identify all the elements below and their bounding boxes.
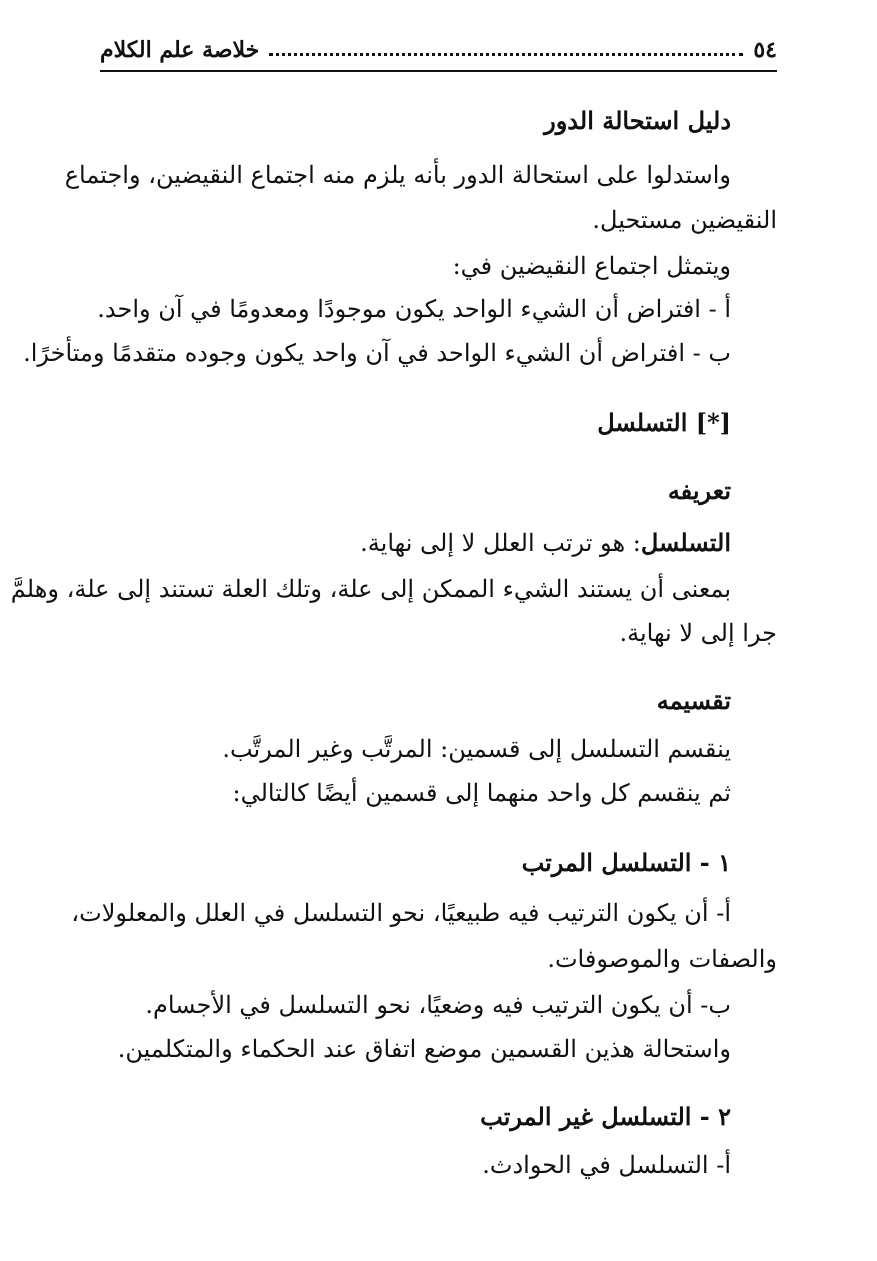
paragraph-line: ينقسم التسلسل إلى قسمين: المرتَّب وغير المرتَّب. xyxy=(222,735,731,763)
list-item: أ- التسلسل في الحوادث. xyxy=(482,1151,731,1179)
paragraph-line: واستحالة هذين القسمين موضع اتفاق عند الحكماء والمتكلمين. xyxy=(117,1035,731,1063)
definition-term: التسلسل xyxy=(640,528,731,557)
page-number: ٥٤ xyxy=(753,37,777,63)
paragraph-line: بمعنى أن يستند الشيء الممكن إلى علة، وتلك العلة تستند إلى علة، وهلمَّ xyxy=(10,575,731,603)
list-item: أ - افتراض أن الشيء الواحد يكون موجودًا ومعدومًا في آن واحد. xyxy=(97,295,731,323)
list-item: أ- أن يكون الترتيب فيه طبيعيًا، نحو التسلسل في العلل والمعلولات، xyxy=(71,899,731,927)
paragraph-line: واستدلوا على استحالة الدور بأنه يلزم منه اجتماع النقيضين، واجتماع xyxy=(64,161,731,189)
list-item-continuation: والصفات والموصوفات. xyxy=(547,945,777,973)
subheading-definition: تعريفه xyxy=(667,476,731,505)
subheading-division: تقسيمه xyxy=(656,686,731,715)
paragraph-line: النقيضين مستحيل. xyxy=(592,206,777,234)
running-title: خلاصة علم الكلام xyxy=(100,37,260,63)
list-item: ب- أن يكون الترتيب فيه وضعيًا، نحو التسلسل في الأجسام. xyxy=(145,991,731,1019)
heading-proof-of-circularity: دليل استحالة الدور xyxy=(544,106,731,135)
header-rule xyxy=(100,70,777,72)
paragraph-line: ثم ينقسم كل واحد منهما إلى قسمين أيضًا كالتالي: xyxy=(232,779,731,807)
list-item: ب - افتراض أن الشيء الواحد في آن واحد يكون وجوده متقدمًا ومتأخرًا. xyxy=(23,339,731,367)
section-heading-tasalsul: [*] التسلسل xyxy=(597,408,731,437)
paragraph-line: جرا إلى لا نهاية. xyxy=(619,619,777,647)
page-header xyxy=(100,34,777,66)
definition-line xyxy=(360,520,731,566)
subheading-unordered: ٢ - التسلسل غير المرتب xyxy=(480,1102,731,1131)
header-dot-leader xyxy=(269,45,743,56)
subheading-ordered: ١ - التسلسل المرتب xyxy=(521,848,731,877)
definition-text: : هو ترتب العلل لا إلى نهاية. xyxy=(360,529,641,557)
paragraph-line: ويتمثل اجتماع النقيضين في: xyxy=(452,252,731,280)
